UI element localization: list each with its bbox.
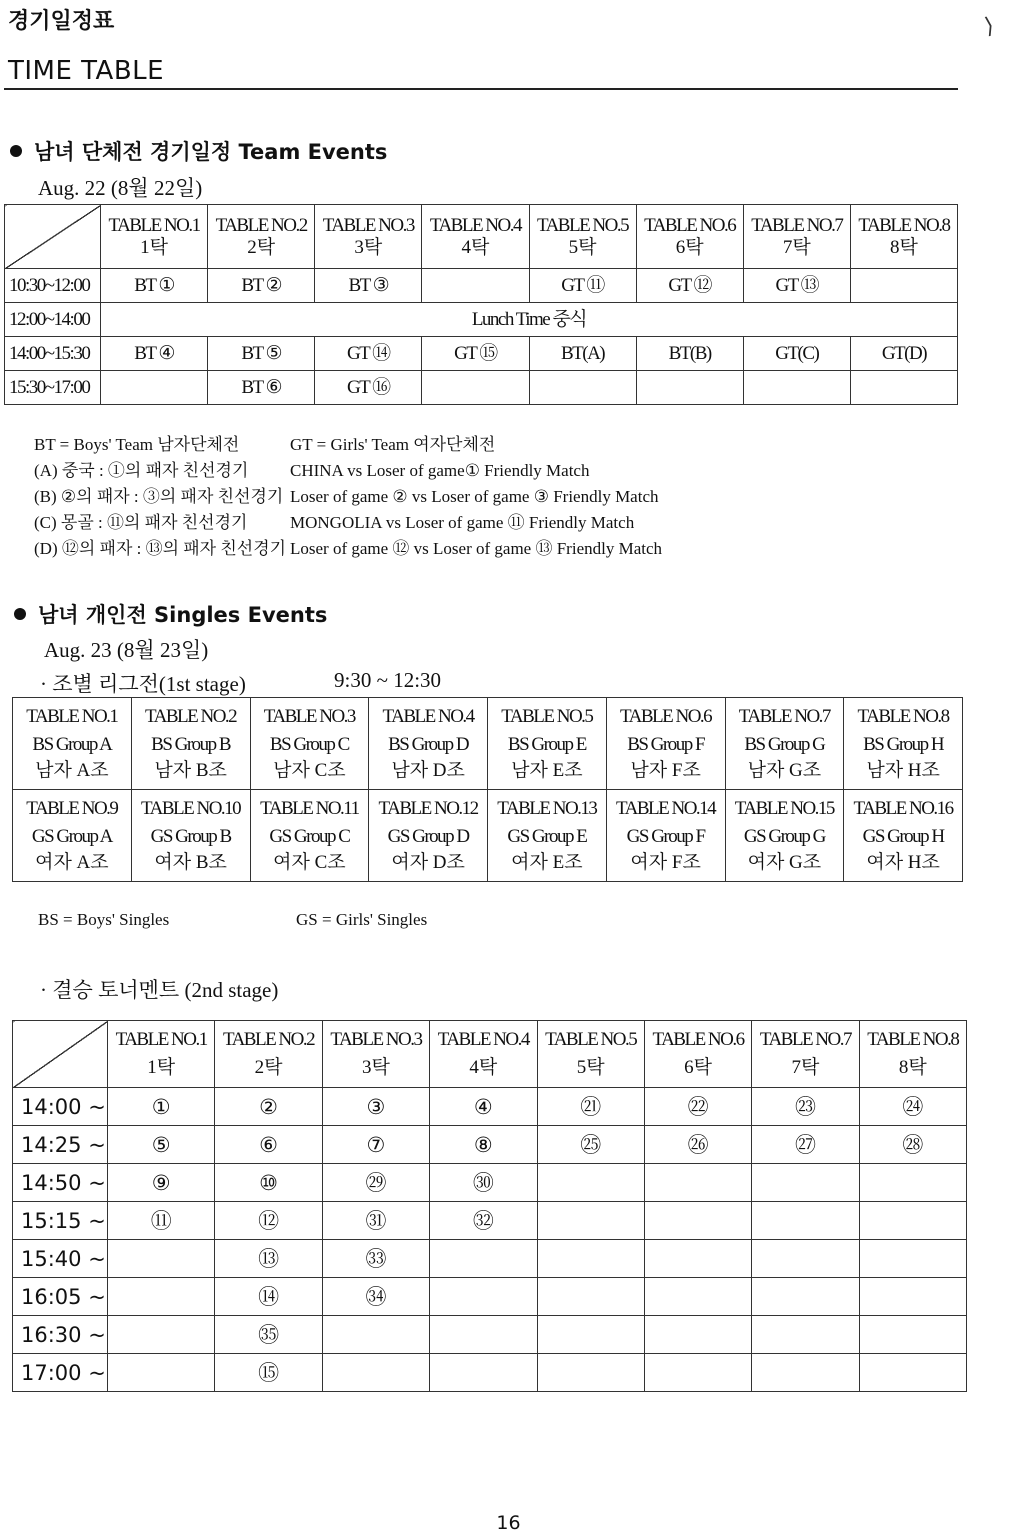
table-number: TABLE NO.3 — [263, 705, 355, 727]
match-cell — [430, 1316, 537, 1354]
table-number-korean: 3탁 — [362, 1057, 390, 1078]
group-name: GS Group H — [862, 825, 944, 847]
time-slot: 14:00 ~ — [13, 1088, 108, 1126]
singles-table-header-row — [13, 1021, 967, 1088]
match-cell — [850, 269, 957, 303]
group-name-korean: 여자 E조 — [511, 851, 583, 873]
match-cell: ⑥ — [215, 1126, 322, 1164]
match-cell — [322, 1316, 429, 1354]
match-cell — [859, 1164, 966, 1202]
group-name: BS Group G — [744, 733, 825, 755]
bullet-icon — [14, 608, 26, 620]
table-row — [13, 1088, 967, 1126]
match-cell: GT(D) — [850, 337, 957, 371]
match-cell: ㉞ — [322, 1278, 429, 1316]
match-cell — [422, 269, 529, 303]
match-cell: BT(B) — [636, 337, 743, 371]
table-header-cell — [537, 1021, 644, 1088]
table-number-korean: 5탁 — [568, 236, 597, 258]
table-row — [13, 1164, 967, 1202]
match-cell: ㉓ — [752, 1088, 859, 1126]
group-cell — [131, 790, 250, 882]
match-cell: ㉔ — [859, 1088, 966, 1126]
singles-groups-table — [12, 697, 963, 882]
match-cell: ㉕ — [537, 1126, 644, 1164]
singles-events-date: Aug. 23 (8월 23일) — [44, 638, 209, 662]
time-slot: 14:50 ~ — [13, 1164, 108, 1202]
match-cell — [644, 1240, 751, 1278]
match-cell — [108, 1316, 215, 1354]
group-name-korean: 여자 F조 — [630, 851, 701, 873]
table-number: TABLE NO.9 — [26, 797, 118, 819]
match-cell — [537, 1202, 644, 1240]
match-cell: ㉙ — [322, 1164, 429, 1202]
singles-events-heading-text: 남녀 개인전 Singles Events — [38, 603, 328, 627]
note-english: CHINA vs Loser of game① Friendly Match — [290, 461, 590, 480]
match-cell: GT ⑭ — [315, 337, 422, 371]
match-cell — [752, 1202, 859, 1240]
table-row — [13, 1240, 967, 1278]
match-cell: GT ⑯ — [315, 371, 422, 405]
stage2-label: · 결승 토너멘트 (2nd stage) — [40, 978, 279, 1002]
group-name: BS Group A — [32, 733, 112, 755]
group-name-korean: 남자 C조 — [273, 759, 346, 781]
match-cell — [850, 371, 957, 405]
table-number: TABLE NO.5 — [501, 705, 593, 727]
note-korean: (C) 몽골 : ⑪의 패자 친선경기 — [34, 513, 248, 532]
table-corner-cell — [13, 1021, 108, 1088]
group-name-korean: 여자 A조 — [35, 851, 109, 873]
bullet-icon — [10, 145, 22, 157]
team-table-header-row — [5, 205, 958, 269]
note-korean: (B) ②의 패자 : ③의 패자 친선경기 — [34, 487, 284, 506]
group-name: BS Group C — [269, 733, 349, 755]
title-divider — [4, 88, 958, 90]
note-english: Loser of game ⑫ vs Loser of game ⑬ Friendly Match — [290, 539, 663, 558]
table-row — [5, 371, 958, 405]
group-name-korean: 여자 H조 — [866, 851, 940, 873]
team-events-date: Aug. 22 (8월 22일) — [38, 176, 203, 200]
groups-row — [13, 790, 963, 882]
match-cell: ㉝ — [322, 1240, 429, 1278]
legend-gs: GS = Girls' Singles — [296, 910, 428, 929]
group-name: GS Group E — [507, 825, 587, 847]
time-slot: 14:00~15:30 — [5, 337, 101, 371]
match-cell — [537, 1164, 644, 1202]
table-header-cell — [859, 1021, 966, 1088]
group-cell — [488, 790, 607, 882]
stage1-time: 9:30 ~ 12:30 — [334, 668, 442, 692]
match-cell — [636, 371, 743, 405]
table-number: TABLE NO.7 — [759, 1029, 851, 1050]
table-header-cell — [322, 1021, 429, 1088]
match-cell: ㉒ — [644, 1088, 751, 1126]
table-number: TABLE NO.16 — [853, 797, 953, 819]
match-cell — [644, 1278, 751, 1316]
group-cell — [725, 790, 844, 882]
table-header-cell — [215, 1021, 322, 1088]
table-number: TABLE NO.8 — [867, 1029, 959, 1050]
match-cell — [430, 1278, 537, 1316]
table-number: TABLE NO.10 — [141, 797, 241, 819]
match-cell — [108, 1354, 215, 1392]
match-cell — [537, 1354, 644, 1392]
match-cell — [859, 1316, 966, 1354]
time-slot: 15:30~17:00 — [5, 371, 101, 405]
match-cell: ⑬ — [215, 1240, 322, 1278]
time-slot: 14:25 ~ — [13, 1126, 108, 1164]
group-cell — [844, 698, 963, 790]
match-cell — [108, 1278, 215, 1316]
table-number-korean: 2탁 — [247, 236, 276, 258]
table-number-korean: 7탁 — [782, 236, 811, 258]
page-title: TIME TABLE — [8, 56, 165, 86]
table-number: TABLE NO.8 — [858, 214, 950, 236]
match-cell — [430, 1240, 537, 1278]
group-cell — [13, 790, 132, 882]
group-name: GS Group B — [150, 825, 231, 847]
match-cell: ① — [108, 1088, 215, 1126]
match-cell — [752, 1278, 859, 1316]
group-cell — [606, 698, 725, 790]
group-name: GS Group A — [31, 825, 112, 847]
time-slot: 12:00~14:00 — [5, 303, 101, 337]
match-cell — [752, 1164, 859, 1202]
table-number: TABLE NO.6 — [652, 1029, 744, 1050]
table-number: TABLE NO.8 — [857, 705, 949, 727]
legend-bs: BS = Boys' Singles — [38, 910, 170, 929]
table-number: TABLE NO.12 — [378, 797, 478, 819]
table-number-korean: 1탁 — [140, 236, 168, 258]
table-header-cell — [430, 1021, 537, 1088]
group-cell — [131, 698, 250, 790]
match-cell: ⑦ — [322, 1126, 429, 1164]
table-header-cell — [208, 205, 315, 269]
note-row — [34, 536, 754, 562]
match-cell: BT(A) — [529, 337, 636, 371]
match-cell: ㉟ — [215, 1316, 322, 1354]
group-name: GS Group G — [743, 825, 825, 847]
time-slot: 17:00 ~ — [13, 1354, 108, 1392]
table-row — [5, 303, 958, 337]
note-row — [34, 484, 754, 510]
note-korean: BT = Boys' Team 남자단체전 — [34, 435, 240, 454]
table-number: TABLE NO.3 — [330, 1029, 422, 1050]
table-number: TABLE NO.6 — [620, 705, 712, 727]
match-cell — [859, 1202, 966, 1240]
table-header-cell — [529, 205, 636, 269]
match-cell: ⑧ — [430, 1126, 537, 1164]
note-row — [34, 458, 754, 484]
match-cell — [644, 1202, 751, 1240]
table-header-cell — [315, 205, 422, 269]
table-number: TABLE NO.2 — [222, 1029, 315, 1050]
singles-tournament-table — [12, 1020, 967, 1392]
match-cell: BT ② — [208, 269, 315, 303]
group-cell — [725, 698, 844, 790]
table-number-korean: 3탁 — [354, 236, 383, 258]
match-cell: GT ⑫ — [636, 269, 743, 303]
match-cell: ㉘ — [859, 1126, 966, 1164]
match-cell: ⑤ — [108, 1126, 215, 1164]
table-number: TABLE NO.4 — [382, 705, 474, 727]
match-cell — [752, 1316, 859, 1354]
table-number: TABLE NO.7 — [738, 705, 830, 727]
table-number: TABLE NO.4 — [429, 214, 521, 236]
group-name: BS Group B — [151, 733, 231, 755]
table-number: TABLE NO.3 — [322, 214, 414, 236]
match-cell: ⑭ — [215, 1278, 322, 1316]
table-corner-cell — [5, 205, 101, 269]
note-english: GT = Girls' Team 여자단체전 — [290, 435, 496, 454]
match-cell — [108, 1240, 215, 1278]
group-name-korean: 여자 G조 — [747, 851, 822, 873]
group-name-korean: 여자 D조 — [391, 851, 465, 873]
match-cell — [430, 1354, 537, 1392]
match-cell: GT(C) — [743, 337, 850, 371]
match-cell: ⑮ — [215, 1354, 322, 1392]
table-number: TABLE NO.1 — [115, 1029, 207, 1050]
group-cell — [250, 790, 369, 882]
table-number: TABLE NO.2 — [145, 705, 237, 727]
time-slot: 15:40 ~ — [13, 1240, 108, 1278]
team-events-notes — [34, 432, 754, 562]
match-cell: GT ⑪ — [529, 269, 636, 303]
match-cell: ③ — [322, 1088, 429, 1126]
time-slot: 16:05 ~ — [13, 1278, 108, 1316]
match-cell: BT ④ — [101, 337, 208, 371]
note-english: MONGOLIA vs Loser of game ⑪ Friendly Match — [290, 513, 635, 532]
table-number-korean: 8탁 — [890, 236, 918, 258]
table-row — [13, 1202, 967, 1240]
table-number-korean: 2탁 — [254, 1057, 283, 1078]
table-number: TABLE NO.4 — [437, 1029, 529, 1050]
match-cell: ㉜ — [430, 1202, 537, 1240]
table-number-korean: 5탁 — [576, 1057, 605, 1078]
page-number: 16 — [496, 1512, 521, 1534]
time-slot: 16:30 ~ — [13, 1316, 108, 1354]
match-cell: ㉛ — [322, 1202, 429, 1240]
table-header-cell — [101, 205, 208, 269]
group-name-korean: 남자 B조 — [154, 759, 227, 781]
match-cell — [422, 371, 529, 405]
table-number: TABLE NO.7 — [751, 214, 843, 236]
group-name-korean: 남자 G조 — [747, 759, 822, 781]
table-number: TABLE NO.6 — [644, 214, 736, 236]
note-row — [34, 432, 754, 458]
table-number-korean: 4탁 — [469, 1057, 498, 1078]
time-slot: 10:30~12:00 — [5, 269, 101, 303]
table-number-korean: 4탁 — [461, 236, 490, 258]
match-cell: BT ③ — [315, 269, 422, 303]
match-cell: BT ⑤ — [208, 337, 315, 371]
table-number: TABLE NO.13 — [497, 797, 597, 819]
match-cell — [743, 371, 850, 405]
note-korean: (A) 중국 : ①의 패자 친선경기 — [34, 461, 249, 480]
group-name-korean: 남자 E조 — [511, 759, 583, 781]
match-cell — [752, 1240, 859, 1278]
table-header-cell — [743, 205, 850, 269]
table-header-cell — [422, 205, 529, 269]
match-cell: BT ① — [101, 269, 208, 303]
table-number-korean: 1탁 — [147, 1057, 176, 1078]
stage1-label: · 조별 리그전(1st stage) — [40, 672, 246, 696]
match-cell — [752, 1354, 859, 1392]
table-number-korean: 8탁 — [898, 1057, 927, 1078]
match-cell: ④ — [430, 1088, 537, 1126]
match-cell: GT ⑮ — [422, 337, 529, 371]
page-title-korean: 경기일정표 — [8, 9, 115, 34]
match-cell: BT ⑥ — [208, 371, 315, 405]
group-cell — [488, 698, 607, 790]
table-number-korean: 6탁 — [684, 1057, 712, 1078]
group-name: BS Group E — [507, 733, 586, 755]
match-cell — [322, 1354, 429, 1392]
match-cell: ⑪ — [108, 1202, 215, 1240]
match-cell — [529, 371, 636, 405]
group-name: GS Group C — [269, 825, 350, 847]
match-cell — [101, 371, 208, 405]
match-cell: GT ⑬ — [743, 269, 850, 303]
group-cell — [13, 698, 132, 790]
match-cell: ⑨ — [108, 1164, 215, 1202]
singles-events-heading — [14, 599, 327, 629]
lunch-break-cell: Lunch Time 중식 — [101, 303, 958, 337]
team-events-heading-text: 남녀 단체전 경기일정 Team Events — [34, 140, 388, 164]
corner-mark-icon: ⟩ — [982, 13, 997, 40]
note-row — [34, 510, 754, 536]
time-slot: 15:15 ~ — [13, 1202, 108, 1240]
group-name: BS Group H — [863, 733, 944, 755]
team-events-heading — [10, 136, 387, 166]
table-row — [5, 337, 958, 371]
group-name: GS Group F — [626, 825, 705, 847]
match-cell — [644, 1164, 751, 1202]
match-cell: ㉗ — [752, 1126, 859, 1164]
match-cell: ⑩ — [215, 1164, 322, 1202]
table-row — [13, 1278, 967, 1316]
match-cell: ㉑ — [537, 1088, 644, 1126]
group-name: GS Group D — [387, 825, 469, 847]
group-cell — [369, 698, 488, 790]
table-number-korean: 6탁 — [675, 236, 704, 258]
group-cell — [369, 790, 488, 882]
table-number: TABLE NO.1 — [26, 705, 118, 727]
table-row — [13, 1354, 967, 1392]
table-number: TABLE NO.2 — [215, 214, 307, 236]
groups-row — [13, 698, 963, 790]
group-cell — [844, 790, 963, 882]
match-cell — [537, 1240, 644, 1278]
match-cell: ㉖ — [644, 1126, 751, 1164]
table-number-korean: 7탁 — [791, 1057, 820, 1078]
table-number: TABLE NO.5 — [545, 1029, 637, 1050]
match-cell: ㉚ — [430, 1164, 537, 1202]
table-row — [13, 1126, 967, 1164]
group-name-korean: 여자 C조 — [273, 851, 346, 873]
table-row — [13, 1316, 967, 1354]
table-number: TABLE NO.1 — [108, 214, 200, 236]
group-name-korean: 여자 B조 — [154, 851, 227, 873]
table-header-cell — [108, 1021, 215, 1088]
group-name: BS Group D — [388, 733, 469, 755]
note-korean: (D) ⑫의 패자 : ⑬의 패자 친선경기 — [34, 539, 287, 558]
table-number: TABLE NO.11 — [260, 797, 359, 819]
match-cell — [537, 1316, 644, 1354]
table-number: TABLE NO.14 — [616, 797, 716, 819]
table-number: TABLE NO.15 — [734, 797, 834, 819]
note-english: Loser of game ② vs Loser of game ③ Friendly Match — [290, 487, 659, 506]
match-cell — [859, 1354, 966, 1392]
match-cell — [644, 1354, 751, 1392]
table-row — [5, 269, 958, 303]
group-name-korean: 남자 F조 — [630, 759, 701, 781]
match-cell — [859, 1278, 966, 1316]
group-cell — [606, 790, 725, 882]
group-name-korean: 남자 A조 — [35, 759, 109, 781]
group-cell — [250, 698, 369, 790]
team-events-table — [4, 204, 958, 405]
table-header-cell — [752, 1021, 859, 1088]
match-cell — [859, 1240, 966, 1278]
group-name-korean: 남자 D조 — [391, 759, 465, 781]
match-cell — [537, 1278, 644, 1316]
table-header-cell — [644, 1021, 751, 1088]
group-name-korean: 남자 H조 — [866, 759, 940, 781]
match-cell — [644, 1316, 751, 1354]
match-cell: ⑫ — [215, 1202, 322, 1240]
table-header-cell — [850, 205, 957, 269]
table-header-cell — [636, 205, 743, 269]
match-cell: ② — [215, 1088, 322, 1126]
table-number: TABLE NO.5 — [536, 214, 629, 236]
group-name: BS Group F — [627, 733, 705, 755]
